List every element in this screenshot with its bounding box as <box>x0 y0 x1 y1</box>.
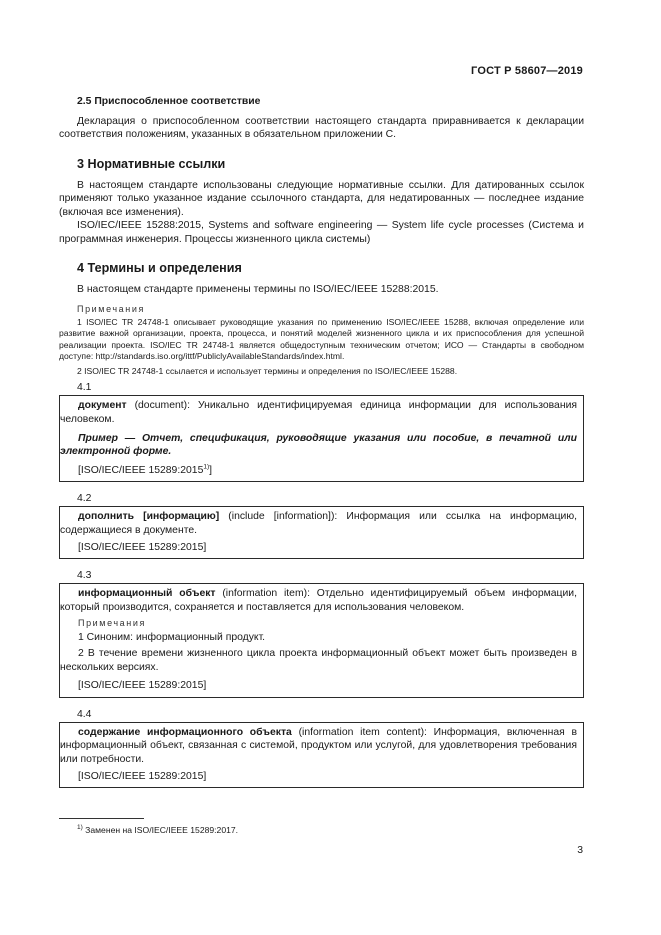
term-source: [ISO/IEC/IEEE 15289:2015] <box>78 680 207 692</box>
section-2-5-text: Декларация о приспособленном соответствии настоящего стандарта приравнивается к декларации соответствия положениям, указанных в обязательном приложении С. <box>59 115 584 140</box>
example-text: Отчет, спецификация, руководящие указания или пособие, в печатной или электронной форме. <box>60 432 577 458</box>
term-definition <box>60 726 577 767</box>
page-content <box>59 95 584 788</box>
section-2-5-heading: 2.5 Приспособленное соответствие <box>77 96 261 107</box>
term-definition <box>60 510 577 537</box>
section-4 <box>59 260 584 377</box>
example-label: Пример — <box>78 432 136 444</box>
notes-label: Примечания <box>77 303 145 314</box>
section-2-5 <box>59 95 584 142</box>
section-3-para-2: ISO/IEC/IEEE 15288:2015, Systems and software engineering — System life cycle processes (Система и программная инженерия. Процессы жизненного цикла системы) <box>59 220 584 245</box>
term-definition-text: (document): Уникально идентифицируемая единица информации для использования человеком. <box>60 400 577 426</box>
note-1: 1 Синоним: информационный продукт. <box>78 632 266 644</box>
term-source: [ISO/IEC/IEEE 15289:2015] <box>78 770 207 782</box>
section-3 <box>59 156 584 247</box>
term-source: [ISO/IEC/IEEE 15289:2015] <box>78 541 207 553</box>
standard-header: ГОСТ Р 58607—2019 <box>471 65 583 77</box>
term-box-4-4 <box>59 722 584 788</box>
footnote-ref: 1) <box>203 463 210 471</box>
term-name: документ <box>78 400 127 412</box>
term-name: дополнить [информацию] <box>78 511 220 523</box>
term-number: 4.3 <box>77 570 92 582</box>
term-number: 4.1 <box>77 382 92 394</box>
term-definition-text: (include [information]): Информация или ссылка на информацию, содержащиеся в документе. <box>60 511 578 537</box>
term-box-4-2 <box>59 506 584 559</box>
notes-label: Примечания <box>78 618 146 629</box>
term-number: 4.2 <box>77 493 92 505</box>
term-box-4-3 <box>59 583 584 698</box>
section-3-heading: 3 Нормативные ссылки <box>77 156 226 171</box>
page-number: 3 <box>577 845 583 856</box>
footnote-text: Заменен на ISO/IEC/IEEE 15289:2017. <box>82 825 239 835</box>
term-source-end: ] <box>209 464 213 476</box>
note-2: 2 ISO/IEC TR 24748-1 ссылается и использует термины и определения по ISO/IEC/IEEE 15288. <box>77 365 458 376</box>
footnote-marker: 1) <box>77 824 83 832</box>
section-3-para-1: В настоящем стандарте использованы следующие нормативные ссылки. Для датированных ссылок применяют только указанное издание ссылочного стандарта, для недатированных — последнее издание (включая все изменения). <box>59 179 584 218</box>
term-example <box>60 432 577 459</box>
footnote-separator <box>59 818 144 819</box>
term-definition <box>60 399 577 426</box>
term-definition <box>60 587 577 614</box>
note-2: 2 В течение времени жизненного цикла проекта информационный объект может быть произведен в нескольких версиях. <box>60 648 577 673</box>
term-source <box>60 464 577 478</box>
note-1: 1 ISO/IEC TR 24748-1 описывает руководящие указания по применению ISO/IEC/IEEE 15288, включая определение или развитие важной организации, проекта, процесса, и понятий моделей жизненного цикла и их приспособления для успешной реализации проекта. ISO/IEC TR 24748-1 является общедоступным техническим отчетом; ИСО — Стандарты в свободном доступе: http://standards.iso.org/ittf/PubliclyAvailableStandards/index.html. <box>59 316 584 362</box>
term-number: 4.4 <box>77 708 92 720</box>
term-name: информационный объект <box>78 588 216 600</box>
term-source-text: [ISO/IEC/IEEE 15289:2015 <box>78 464 204 476</box>
section-4-heading: 4 Термины и определения <box>77 261 242 275</box>
term-definition-text: (information item): Отдельно идентифицируемый объем информации, который производится, сохраняется и поставляется для использования человеком. <box>60 588 577 613</box>
term-definition-text: (information item content): Информация, включенная в информационный объект, связанная с системой, продуктом или услугой, для удовлетворения требования или потребности. <box>60 726 577 765</box>
term-name: содержание информационного объекта <box>78 726 292 738</box>
section-4-intro: В настоящем стандарте применены термины по ISO/IEC/IEEE 15288:2015. <box>77 284 439 295</box>
term-box-4-1 <box>59 395 584 482</box>
footnote <box>77 825 238 835</box>
